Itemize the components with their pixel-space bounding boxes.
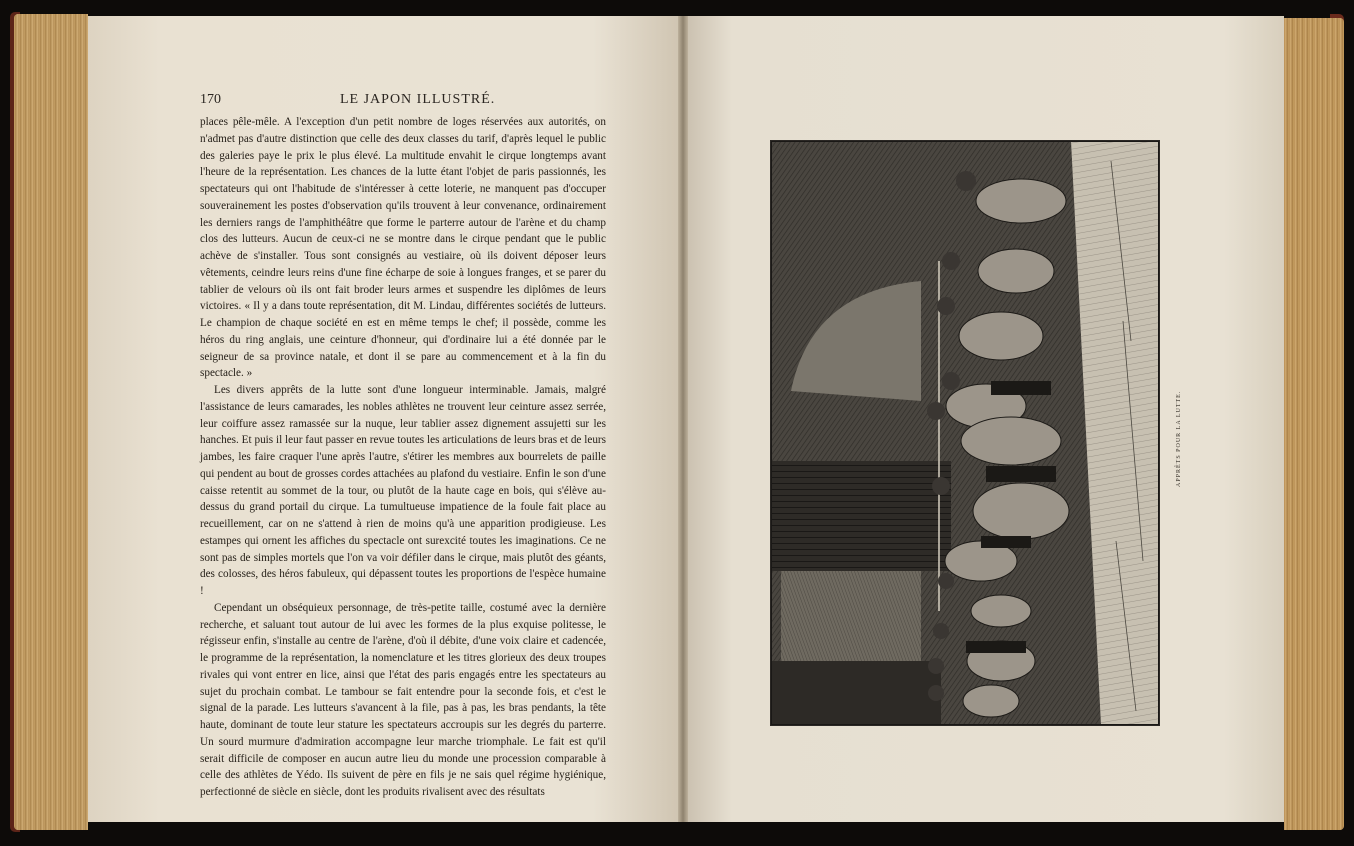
running-title: LE JAPON ILLUSTRÉ. [340, 92, 496, 107]
body-text [200, 114, 606, 801]
paragraph: places pêle-mêle. A l'exception d'un petit nombre de loges réservées aux autorités, on n'admet pas d'autre distinction que celle des deux classes du tarif, d'après lequel le public des galeries paye le prix le plus élevé. La multitude envahit le cirque longtemps avant l'heure de la représentation. Les chances de la lutte étant l'objet de paris passionnés, les spectateurs qui ont l'habitude de s'intéresser à cette loterie, ne manquent pas d'occuper souverainement les postes d'observation qu'ils trouvent à leur convenance, ordinairement les derniers rangs de l'amphithéâtre que forme le parterre autour de l'arène et du champ clos des lutteurs. Aucun de ceux-ci ne se montre dans le cirque pendant que le public achève de s'installer. Tous sont consignés au vestiaire, où ils doivent déposer leurs vêtements, ceindre leurs reins d'une fine écharpe de soie à longues franges, et se parer du tablier de velours où ils ont fait broder leurs armes et suspendre les diplômes de leurs victoires. « Il y a dans toute représentation, dit M. Lindau, différentes sociétés de lutteurs. Le champion de chaque société en est en même temps le chef; il possède, comme les héros du ring anglais, une ceinture d'honneur, qui d'ordinaire lui a été donnée par le seigneur de sa province natale, et dont il se pare au commencement et à la fin du spectacle. » [200, 116, 606, 380]
engraving-illustration [771, 141, 1159, 725]
plate-caption: APPRÊTS POUR LA LUTTE. [1176, 390, 1182, 488]
page-header [200, 92, 606, 110]
paragraph: Cependant un obséquieux personnage, de très-petite taille, costumé avec la dernière recherche, et saluant tout autour de lui avec les formes de la plus exquise politesse, le régisseur enfin, s'installe au centre de l'arène, d'où il débite, d'une voix claire et cadencée, le programme de la représentation, la nomenclature et les titres glorieux des deux troupes rivales qui vont entrer en lice, ainsi que l'état des paris engagés entre les spectateurs au sujet du prochain combat. Le tambour se fait entendre pour la seconde fois, et c'est le signal de la parade. Les lutteurs s'avancent à la file, pas à pas, les bras pendants, la tête haute, dominant de toute leur stature les spectateurs accroupis sur les degrés du parterre. Un sourd murmure d'admiration accompagne leur marche triomphale. Le fait est qu'il serait difficile de composer en aucun autre lieu du monde une procession comparable à celle des athlètes de Yédo. Ils suivent de père en fils je ne sais quel régime hygiénique, perfectionné de siècle en siècle, dont les produits rivalisent avec des résultats [200, 601, 606, 798]
paragraph: Les divers apprêts de la lutte sont d'une longueur interminable. Jamais, malgré l'assistance de leurs camarades, les nobles athlètes ne trouvent leur ceinture assez serrée, leur coiffure assez ramassée sur la nuque, leur tablier assez dignement assujetti sur les hanches. Et puis il leur faut passer en revue toutes les articulations de leurs bras et de leurs jambes, les faire craquer l'une après l'autre, s'étirer les membres aux bourrelets de paille qui pendent au bout de grosses cordes attachées au plafond du vestiaire. Enfin le son d'une caisse retentit au sommet de la tour, ou plutôt de la haute cage en bois, qui s'élève au-dessus du grand portail du cirque. La tumultueuse impatience de la foule fait place au recueillement, car on ne s'attend à rien de moins qu'à une apparition prodigieuse. Les estampes qui ornent les affiches du spectacle ont surexcité toutes les imaginations. Ce ne sont pas de simples mortels que l'on va voir défiler dans le cirque, mais plutôt des géants, des colosses, des héros fabuleux, qui dépassent toutes les proportions de l'espèce humaine ! [200, 384, 606, 597]
page-number: 170 [200, 92, 221, 107]
page-edges-right [1284, 18, 1344, 830]
page-edges-left [14, 14, 88, 830]
engraving-plate [770, 140, 1160, 726]
book-gutter [678, 16, 688, 822]
